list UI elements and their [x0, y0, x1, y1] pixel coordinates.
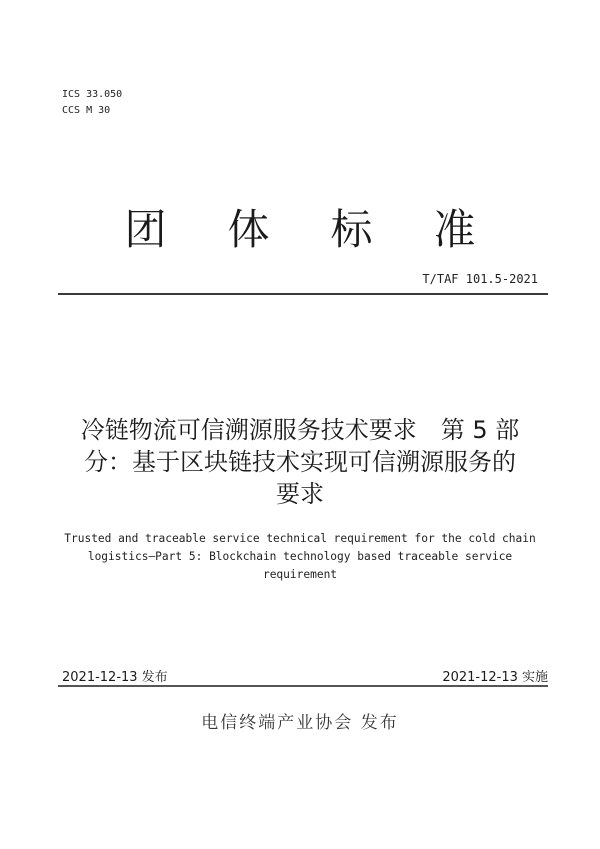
chinese-title-line: 冷链物流可信溯源服务技术要求 第 5 部: [80, 416, 520, 444]
doc-type-char: 准: [433, 205, 476, 254]
ics-code: ICS 33.050: [62, 89, 123, 100]
english-title-line: logistics—Part 5: Blockchain technology based traceable service: [87, 550, 513, 563]
standard-number: T/TAF 101.5-2021: [422, 272, 538, 286]
chinese-title: [40, 414, 560, 510]
ccs-code: CCS M 30: [62, 105, 111, 116]
english-title-line: requirement: [262, 568, 338, 581]
english-title: [20, 530, 580, 584]
doc-type-char: 团: [124, 205, 167, 254]
implement-date: 2021-12-13 实施: [442, 670, 548, 685]
english-title-line: Trusted and traceable service technical requirement for the cold chain: [64, 532, 536, 545]
chinese-title-line: 分：基于区块链技术实现可信溯源服务的: [84, 448, 516, 476]
chinese-title-line: 要求: [276, 480, 324, 508]
footer-divider: [58, 685, 548, 687]
publisher: 电信终端产业协会 发布: [201, 713, 399, 733]
doc-type-char: 体: [227, 205, 270, 254]
publish-date: 2021-12-13 发布: [62, 670, 168, 685]
document-type-heading: [0, 200, 600, 260]
header-divider: [58, 293, 548, 295]
doc-type-char: 标: [330, 205, 373, 254]
